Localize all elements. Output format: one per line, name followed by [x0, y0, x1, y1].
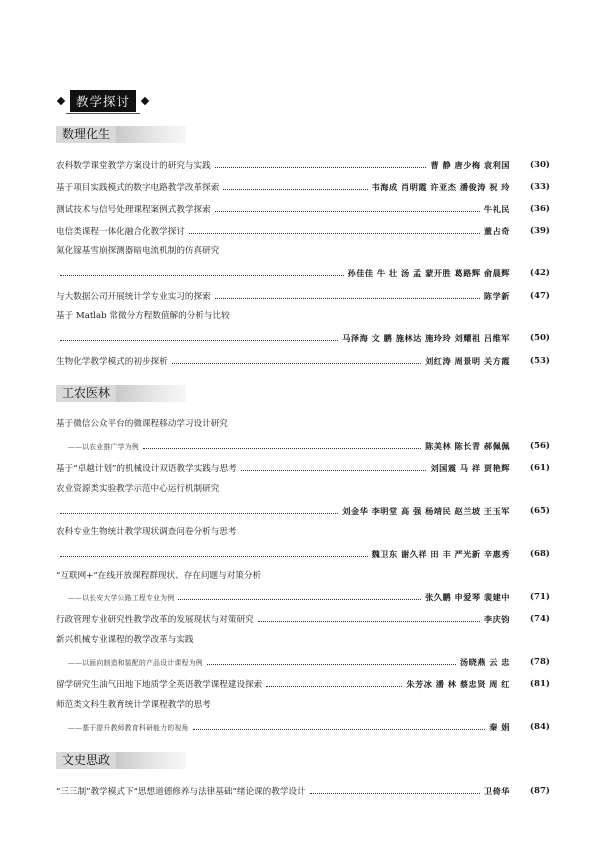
entry-title: 行政管理专业研究性教学改革的发展现状与对策研究 — [56, 615, 254, 625]
entry-title[interactable]: 师范类文科生教育统计学课程教学的思考 — [56, 700, 211, 710]
diamond-right-icon — [141, 97, 149, 105]
entry-title: 农科数学课堂教学方案设计的研究与实践 — [56, 161, 211, 171]
toc-entry[interactable] — [56, 266, 550, 280]
entry-authors: 陈美林 陈长青 郝佩佩 — [425, 440, 510, 451]
entry-title[interactable]: 新兴机械专业课程的教学改革与实践 — [56, 635, 194, 645]
diamond-left-icon — [57, 97, 65, 105]
toc-entry[interactable] — [56, 354, 550, 368]
toc-entry[interactable] — [56, 224, 550, 238]
entry-authors: 秦 娟 — [489, 721, 510, 732]
toc-entry[interactable] — [56, 655, 550, 669]
toc-entry[interactable] — [56, 720, 550, 734]
toc-entry[interactable] — [56, 331, 550, 345]
entry-page: (42) — [529, 268, 550, 278]
entry-authors: 马泽海 文 鹏 施林达 施玲玲 刘耀祖 吕维军 — [342, 332, 510, 343]
toc-entry[interactable] — [56, 461, 550, 475]
entry-authors: 韦海成 肖明霞 许亚杰 潘俊涛 祝 玲 — [371, 181, 510, 192]
entry-page: (33) — [529, 182, 550, 192]
toc-entry[interactable] — [56, 547, 550, 561]
entry-page: (50) — [529, 333, 550, 343]
toc-entry[interactable] — [56, 612, 550, 626]
section-header-humanities — [56, 752, 186, 769]
section-title: 文史思政 — [56, 752, 116, 769]
toc-entry[interactable] — [56, 158, 550, 172]
entry-title: 与大数据公司开展统计学专业实习的探索 — [56, 292, 211, 302]
entry-page: (53) — [529, 356, 550, 366]
entry-title[interactable]: 氮化镓基雪崩探测器暗电流机制的仿真研究 — [56, 246, 220, 256]
toc-entry[interactable] — [56, 590, 550, 604]
toc-entry[interactable] — [56, 202, 550, 216]
title-rule — [66, 113, 140, 114]
entry-authors: 李庆钧 — [483, 613, 510, 624]
entry-title[interactable]: “互联网+”在线开放课程群现状、存在问题与对策分析 — [56, 571, 262, 581]
entry-title[interactable]: 基于微信公众平台的微课程移动学习设计研究 — [56, 419, 228, 429]
toc-entry[interactable] — [56, 439, 550, 453]
entry-subtitle: ——以面向制造和装配的产品设计课程为例 — [68, 659, 203, 667]
entry-title[interactable]: 农业资源类实验教学示范中心运行机制研究 — [56, 484, 220, 494]
entry-title: 基于“卓越计划”的机械设计双语教学实践与思考 — [56, 464, 237, 474]
entry-subtitle: ——以长安大学公路工程专业为例 — [68, 594, 175, 602]
section-title: 数理化生 — [56, 126, 116, 143]
entry-title: 生物化学教学模式的初步探析 — [56, 357, 168, 367]
entry-page: (87) — [529, 786, 550, 796]
entry-authors: 董占奇 — [483, 225, 510, 236]
entry-subtitle: ——基于提升教师教育科研能力的视角 — [68, 724, 189, 732]
entry-page: (30) — [529, 160, 550, 170]
entry-authors: 刘红涛 周景明 关方霞 — [425, 355, 510, 366]
entry-authors: 刘金华 李明堂 高 强 杨靖民 赵兰坡 王玉军 — [342, 505, 510, 516]
entry-page: (74) — [529, 614, 550, 624]
entry-page: (68) — [529, 549, 550, 559]
entry-authors: 陈学新 — [483, 290, 510, 301]
entry-authors: 曹 静 唐少梅 袁利国 — [430, 159, 510, 170]
entry-authors: 卫倚华 — [483, 785, 510, 796]
entry-page: (56) — [529, 441, 550, 451]
entry-page: (78) — [529, 657, 550, 667]
entry-authors: 汤晓燕 云 忠 — [459, 656, 510, 667]
toc-entry[interactable] — [56, 289, 550, 303]
section-title: 工农医林 — [56, 385, 116, 402]
section-header-math — [56, 126, 186, 143]
main-title-label: 教学探讨 — [70, 90, 136, 112]
entry-authors: 牛礼民 — [483, 203, 510, 214]
entry-page: (81) — [529, 679, 550, 689]
entry-page: (39) — [529, 226, 550, 236]
entry-page: (61) — [529, 463, 550, 473]
entry-title: “三三制”教学模式下“思想道德修养与法律基础”绪论课的教学设计 — [56, 787, 306, 797]
entry-authors: 朱芳冰 潘 林 蔡忠贤 周 红 — [406, 678, 510, 689]
main-title — [58, 90, 148, 112]
toc-entry[interactable] — [56, 180, 550, 194]
section-header-engineering — [56, 385, 186, 402]
entry-authors: 魏卫东 谢久祥 田 丰 严光新 辛惠秀 — [371, 548, 510, 559]
entry-title: 电信类课程一体化融合化教学探讨 — [56, 227, 185, 237]
entry-page: (36) — [529, 204, 550, 214]
toc-entry[interactable] — [56, 677, 550, 691]
toc-entry[interactable] — [56, 504, 550, 518]
entry-page: (47) — [529, 291, 550, 301]
entry-page: (84) — [529, 722, 550, 732]
toc-entry[interactable] — [56, 784, 550, 798]
entry-page: (65) — [529, 506, 550, 516]
entry-title: 测试技术与信号处理课程案例式教学探索 — [56, 205, 211, 215]
entry-title: 留学研究生油气田地下地质学全英语教学课程建设探索 — [56, 680, 263, 690]
entry-title[interactable]: 基于 Matlab 常微分方程数值解的分析与比较 — [56, 311, 230, 321]
entry-authors: 刘国震 马 祥 贾艳辉 — [430, 462, 510, 473]
entry-title[interactable]: 农科专业生物统计教学现状调查问卷分析与思考 — [56, 527, 237, 537]
entry-title: 基于项目实践模式的数字电路教学改革探索 — [56, 183, 220, 193]
entry-subtitle: ——以农业推广学为例 — [68, 443, 139, 451]
entry-authors: 孙佳佳 牛 壮 汤 孟 蒙开胜 葛路辉 俞晨辉 — [347, 267, 510, 278]
entry-authors: 张久鹏 申爱琴 裴建中 — [425, 591, 510, 602]
entry-page: (71) — [529, 592, 550, 602]
